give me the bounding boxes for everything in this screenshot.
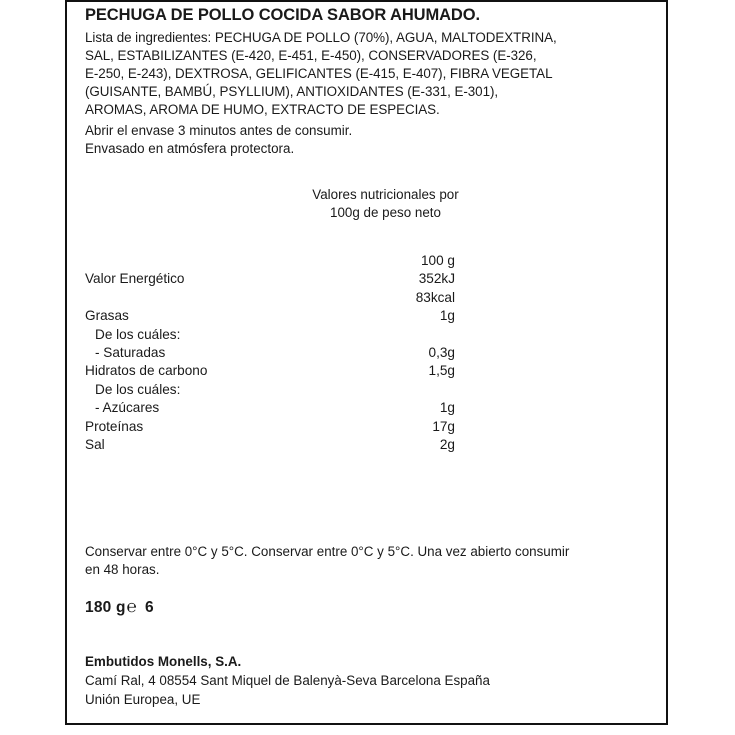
nutrient-value: 2g <box>439 437 455 453</box>
nutrient-label: De los cuáles: <box>95 326 181 342</box>
nutrition-heading-line1: Valores nutricionales por <box>312 187 459 202</box>
table-row <box>85 307 457 325</box>
company-address: Camí Ral, 4 08554 Sant Miquel de Balenyà-Seva Barcelona España <box>85 673 490 688</box>
ingredients-line: E-250, E-243), DEXTROSA, GELIFICANTES (E-415, E-407), FIBRA VEGETAL <box>85 66 553 81</box>
company-region: Unión Europea, UE <box>85 692 201 707</box>
nutrient-label <box>85 289 363 307</box>
product-title: PECHUGA DE POLLO COCIDA SABOR AHUMADO. <box>85 6 480 24</box>
ingredients-list <box>85 29 656 119</box>
preparation-instructions <box>85 122 656 158</box>
table-row <box>85 381 457 399</box>
unit-count: 6 <box>145 599 154 616</box>
ingredients-line: Lista de ingredientes: PECHUGA DE POLLO (70%), AGUA, MALTODEXTRINA, <box>85 30 557 45</box>
table-row <box>85 289 457 307</box>
nutrient-value: 352kJ <box>418 271 455 287</box>
nutrient-label: Valor Energético <box>85 271 185 287</box>
table-row <box>85 270 457 288</box>
nutrient-value: 0,3g <box>428 345 455 361</box>
label-content <box>85 2 656 454</box>
nutrient-value: 83kcal <box>415 289 455 305</box>
nutrition-heading-line2: 100g de peso neto <box>330 205 441 220</box>
nutrition-label-frame <box>65 0 668 725</box>
preparation-line: Envasado en atmósfera protectora. <box>85 141 295 156</box>
preparation-line: Abrir el envase 3 minutos antes de consumir. <box>85 123 353 138</box>
table-row <box>85 252 457 270</box>
table-row <box>85 362 457 380</box>
table-row <box>85 344 457 362</box>
table-row <box>85 436 457 454</box>
ingredients-line: (GUISANTE, BAMBÚ, PSYLLIUM), ANTIOXIDANTES (E-331, E-301), <box>85 84 499 99</box>
nutrition-table <box>85 252 457 454</box>
table-row <box>85 418 457 436</box>
ingredients-line: AROMAS, AROMA DE HUMO, EXTRACTO DE ESPECIAS. <box>85 102 440 117</box>
storage-line: Conservar entre 0°C y 5°C. Conservar entre 0°C y 5°C. Una vez abierto consumir <box>85 544 570 559</box>
nutrient-label: Proteínas <box>85 418 144 434</box>
nutrient-value: 1g <box>439 400 455 416</box>
table-row <box>85 399 457 417</box>
table-row <box>85 326 457 344</box>
nutrient-label: Grasas <box>85 308 129 324</box>
storage-instructions <box>85 543 645 579</box>
nutrient-value: 1g <box>439 308 455 324</box>
nutrient-label: Hidratos de carbono <box>85 363 208 379</box>
nutrient-value: 1,5g <box>428 363 455 379</box>
net-weight-line <box>85 597 154 617</box>
nutrient-value <box>363 326 457 344</box>
nutrition-table-heading <box>85 186 656 222</box>
nutrient-label: - Azúcares <box>95 400 160 416</box>
ingredients-line: SAL, ESTABILIZANTES (E-420, E-451, E-450), CONSERVADORES (E-326, <box>85 48 537 63</box>
company-name: Embutidos Monells, S.A. <box>85 654 242 669</box>
storage-line: en 48 horas. <box>85 562 160 577</box>
net-weight-value: 180 g <box>85 599 126 616</box>
estimated-sign-icon: ℮ <box>126 597 138 616</box>
nutrient-value: 100 g <box>420 253 455 268</box>
nutrient-value: 17g <box>432 418 455 434</box>
manufacturer-info <box>85 652 490 709</box>
nutrient-label: Sal <box>85 437 105 453</box>
nutrient-value <box>363 381 457 399</box>
nutrient-label: De los cuáles: <box>95 381 181 397</box>
nutrient-label: - Saturadas <box>95 345 166 361</box>
nutrient-label <box>85 252 363 270</box>
